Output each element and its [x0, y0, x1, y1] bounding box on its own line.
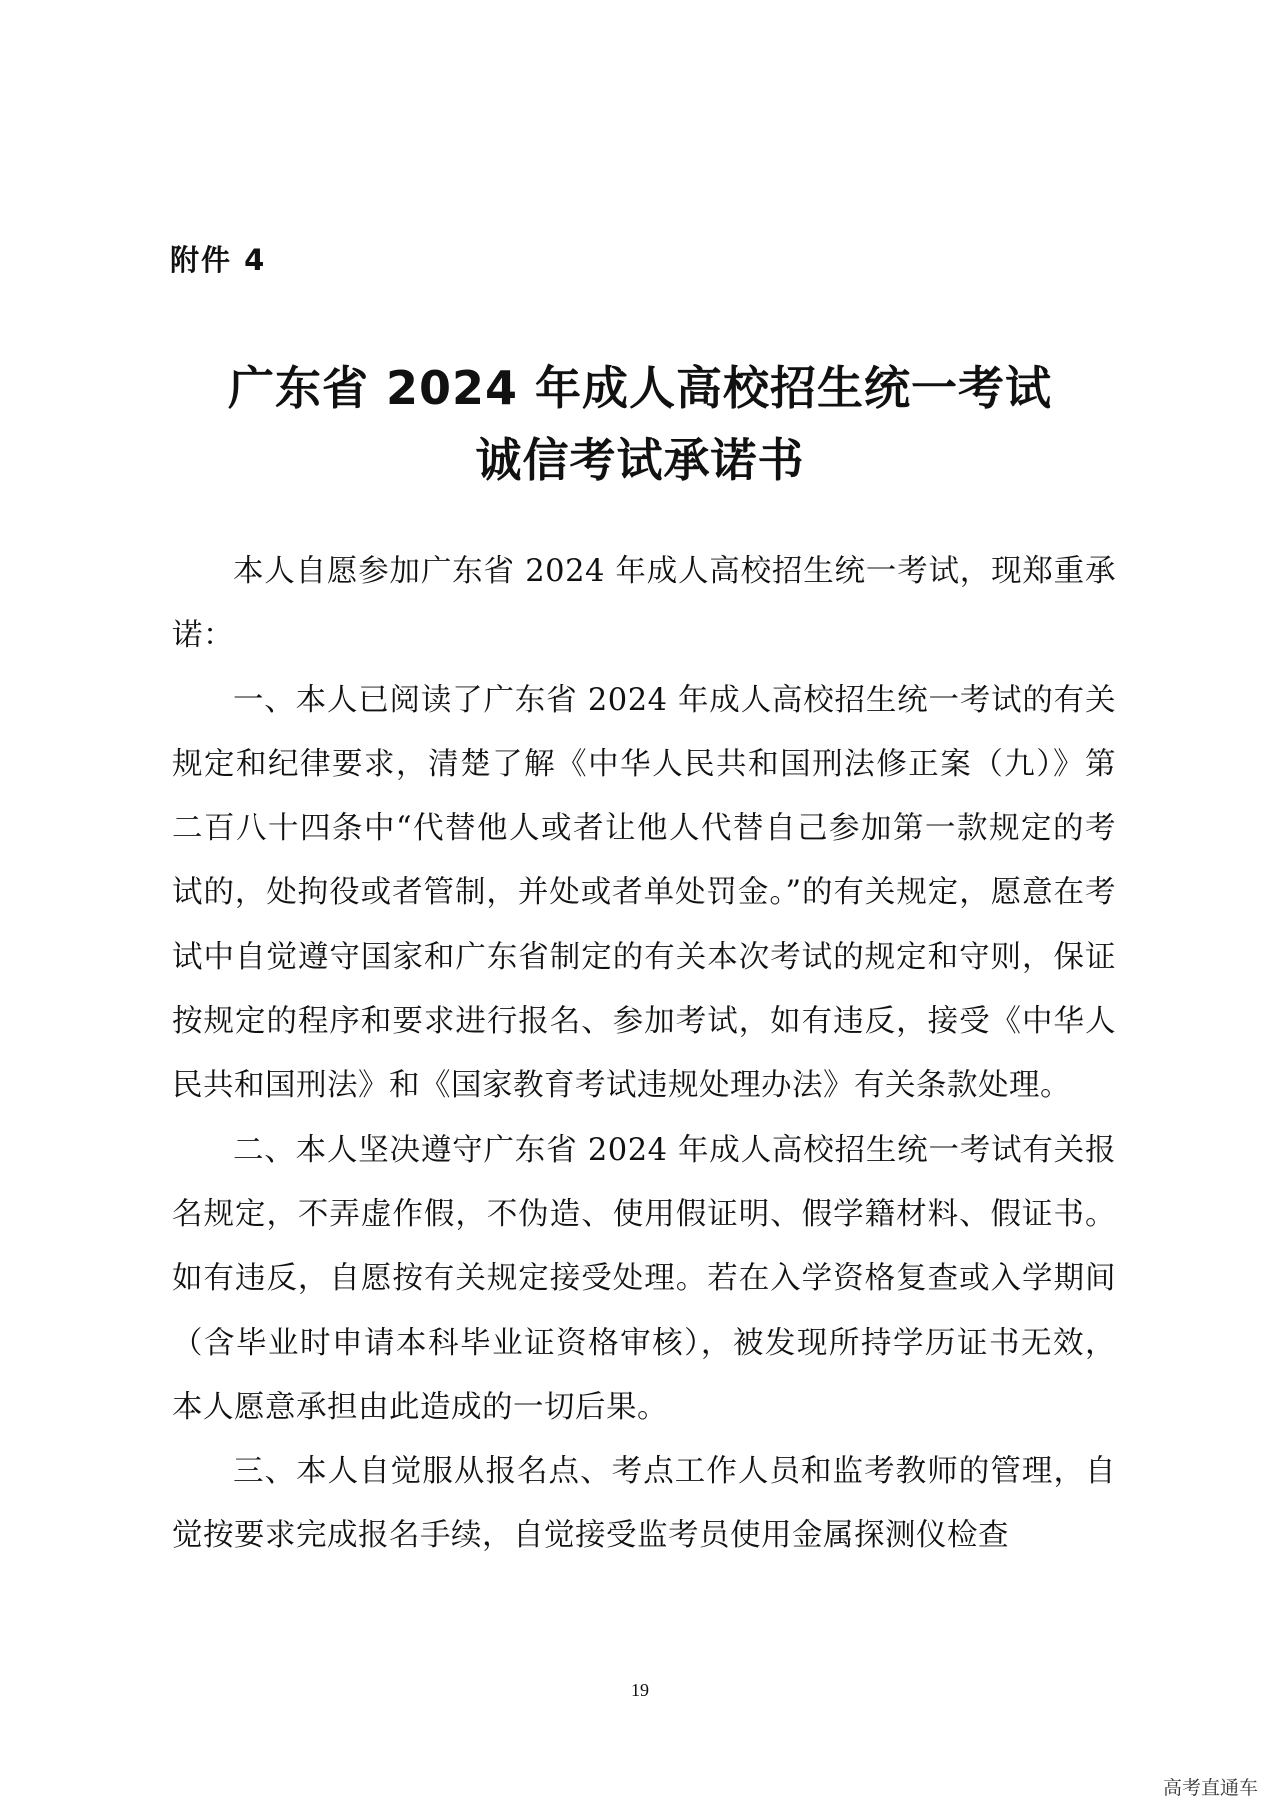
source-watermark: 高考直通车 — [1162, 1777, 1258, 1799]
document-body — [172, 540, 1116, 1569]
document-title-line-2: 诚信考试承诺书 — [475, 433, 805, 487]
page-number: 19 — [631, 1680, 649, 1700]
paragraph-clause-1: 一、本人已阅读了广东省 2024 年成人高校招生统一考试的有关规定和纪律要求，清楚了解《中华人民共和国刑法修正案（九）》第二百八十四条中“代替他人或者让他人代替自己参加第一款规定的考试的，处拘役或者管制，并处或者单处罚金。”的有关规定，愿意在考试中自觉遵守国家和广东省制定的有关本次考试的规定和守则，保证按规定的程序和要求进行报名、参加考试，如有违反，接受《中华人民共和国刑法》和《国家教育考试违规处理办法》有关条款处理。 — [172, 682, 1116, 1104]
paragraph-clause-2: 二、本人坚决遵守广东省 2024 年成人高校招生统一考试有关报名规定，不弄虚作假，不伪造、使用假证明、假学籍材料、假证书。如有违反，自愿按有关规定接受处理。若在入学资格复查或入学期间（含毕业时申请本科毕业证资格审核），被发现所持学历证书无效，本人愿意承担由此造成的一切后果。 — [172, 1132, 1116, 1425]
attachment-label: 附件 4 — [170, 243, 267, 277]
document-title-line-1: 广东省 2024 年成人高校招生统一考试 — [227, 361, 1053, 415]
paragraph-clause-3: 三、本人自觉服从报名点、考点工作人员和监考教师的管理，自觉按要求完成报名手续，自觉接受监考员使用金属探测仪检查 — [172, 1454, 1116, 1554]
paragraph-intro: 本人自愿参加广东省 2024 年成人高校招生统一考试，现郑重承诺： — [172, 554, 1116, 654]
